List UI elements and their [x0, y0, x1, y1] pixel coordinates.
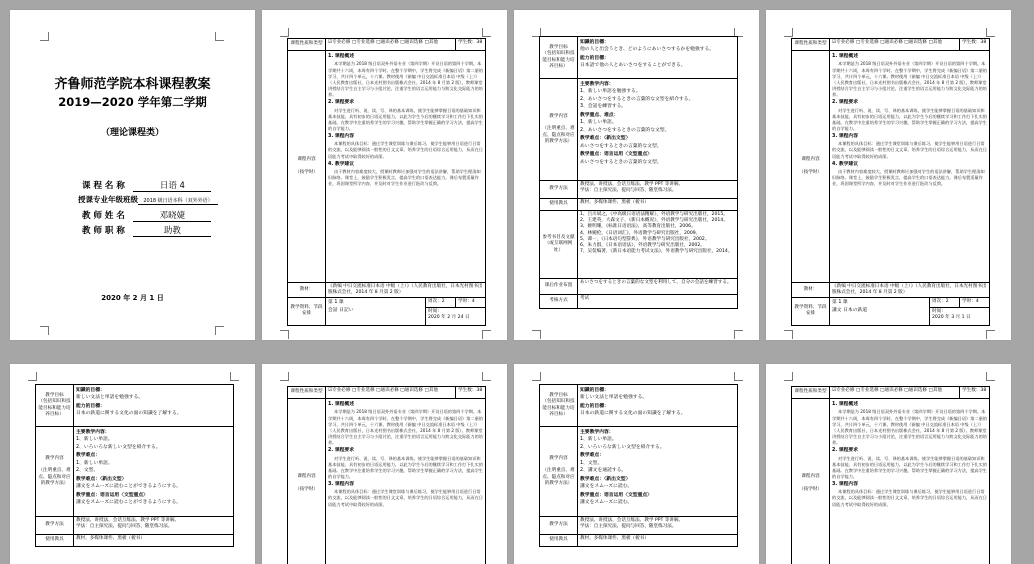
week-cell: 周次：2 [930, 298, 960, 307]
content-page-2 [766, 10, 1011, 340]
method-text: 由于教材内容难度较大，授课时教师应加强对学生的语法讲解，帮助学生理清知识脉络。课堂上，鼓励学生积极发言，提高学生的口语表达能力。课后布置适量作业，巩固课堂所学内容，并及时对学生作业进行批改与反馈。 [328, 169, 483, 187]
goal-cell: 知識的目標： 新しい文法と単語を勉強する。 能力的目標： 日本の鉄道に関する文化の面の知識を了解する。 [578, 385, 738, 427]
content-page-1 [262, 10, 507, 340]
method-cell: 教授法、讲授法、会话互练法、教学 PPT 等讲解。 学法：自主探究法、提问与回答、随堂练习法。 [578, 181, 738, 199]
media-cell: 教材、多媒体课件、黑板（板书） [74, 535, 234, 547]
course-type-value: ☑专业必修 □专业选修 □通识必修 □通识选修 □其他 [830, 39, 960, 51]
course-type-value: ☑专业必修 □专业选修 □通识必修 □通识选修 □其他 [830, 387, 960, 399]
media-label: 使用教具 [36, 535, 74, 547]
task-text: 对学生进行听、说、读、写、译的基本训练，使学生能够掌握日语的基础知识和基本技能，具有初步的日语运用能力，以此为学生今后的继续学习和工作打下扎实的基础。在教学中注重培养学生的学习兴趣，帮助学生掌握正确的学习方法，提高学生的自学能力。 [328, 108, 483, 132]
student-count: 学生数：38 [456, 39, 486, 51]
lesson-cell-2: 第 1 课 講文 日本の鉄道 [830, 298, 930, 325]
lesson-page-1 [514, 10, 759, 340]
key-label: 教学内容 （注明重点、难点、隐点和对应的教学方法） [36, 427, 74, 517]
goal-label: 教学目标 （包括知识和技能目标和能力培养目标） [36, 385, 74, 427]
method-label: 教学方法 [540, 517, 578, 535]
lesson-table-3 [539, 384, 738, 547]
method-cell: 教授法、讲授法、会话互练法、教学 PPT 等讲解。 学法：自主探究法、提问与回答、随堂练习法。 [578, 517, 738, 535]
content-page-3 [262, 364, 507, 564]
content-label: 课程内容 （按学时） [288, 51, 326, 283]
course-type-label: 课程性质和类型 [792, 387, 830, 399]
goal-label: 教学目标 （包括知识和技能目标和能力培养目标） [540, 385, 578, 427]
plan-label: 教学资料、节段安排 [792, 298, 830, 325]
period-cell: 学时：4 [960, 298, 990, 307]
intro-text: 本学期是为 2018 级日语双外外语专业（第四学期）开设日语的第四个学期。本学期共十六周，本周有四个学时。在整个学期中，学生将完成《新编日语》第二册的学习，共计四个单元，十六课。教材使用《新编 中日交流标准日本语 中级（上）》（人民教育出版社，日本光村图书出版株式会社，2014 年 8 月第 2 版）。教师课堂讲授结合学生自主学习与小组讨论，注重学生的语言运用能力与跨文化交际能力的培养。 [328, 61, 483, 98]
cover-type: （理论课程类） [10, 125, 255, 138]
course-type-value: ☑专业必修 □专业选修 □通识必修 □通识选修 □其他 [326, 39, 456, 51]
cover-field-teacher: 教 师 姓 名 邓晓婕 [82, 209, 211, 222]
reflection-label: 考核方式 [540, 295, 578, 309]
time-cell: 时间： 2020 年 3 月 1 日 [930, 307, 990, 325]
content-label: 课程内容 （按学时） [792, 51, 830, 283]
cover-title: 齐鲁师范学院本科课程教案 [10, 73, 255, 92]
content-body: 1. 课程概述 本学期是为 2018 级日语双外外语专业（第四学期）开设日语的第四个学期。本学期共十六周，本周有四个学时。在整个学期中，学生将完成《新编日语》第二册的学习，共计四个单元，十六课。教材使用《新编 中日交流标准日本语 中级（上）》（人民教育出版社，日本光村图书出版株式会社，2014 年 8 月第 2 版）。教师课堂讲授结合学生自主学习与小组讨论，注重学生的语言运用能力与跨文化交际能力的培养。 2. 课程要求 对学生进行听、说、读、写、译的基本训练，使学生能够掌握日语的基础知识和基本技能，具有初步的日语运用能力，以此为学生今后的继续学习和工作打下扎实的基础。在教学中注重培养学生的学习兴趣，帮助学生掌握正确的学习方法，提高学生的自学能力。 3. 课程内容 本课程的具体目标：通过学生课堂训练与课后练习，使学生能够用日语进行日常的交流，以及能够阅读一般性的日文文章，培养学生的日语综合运用能力，从而在日语能力考试中取得较好的成绩。 [326, 399, 486, 564]
content-table-3 [287, 386, 486, 564]
lesson-page-2 [10, 364, 255, 564]
plan-label: 教学资料、节段安排 [288, 298, 326, 325]
period-cell: 学时：4 [456, 298, 486, 307]
content-body [326, 51, 486, 283]
task-heading: 2. 课程要求 [328, 100, 483, 106]
content-table-2 [791, 38, 990, 326]
student-count: 学生数：38 [960, 387, 990, 399]
lesson-cell-1: 第 1 课 会話 日記い [326, 298, 426, 325]
key-cell: 主要教学内容： 1、新しい単語。 2、いろいろな新しい文型を紹介する。 教学难点： 1、新しい単語。 2、文型。 教学难点：〈新出文型〉 講文をスムーズに読むことができるようにする。 教学重点：语言运用〈文型重点〉 講文をスムーズに読むことができるようにする。 [74, 427, 234, 517]
main-text: 本课程的具体目标：通过学生课堂训练与课后练习，使学生能够用日语进行日常的交流，以及能够阅读一般性的日文文章，培养学生的日语综合运用能力，从而在日语能力考试中取得较好的成绩。 [328, 141, 483, 159]
cover-date: 2020 年 2 月 1 日 [10, 293, 255, 303]
textbook-value: 《新编 中日交流标准日本语 中级（上）》（人民教育出版社，日本光村图书出版株式会社，2014 年 8 月第 2 版） [830, 283, 990, 298]
method-label: 教学方法 [540, 181, 578, 199]
media-label: 使用教具 [540, 535, 578, 547]
media-label: 使用教具 [540, 199, 578, 211]
content-label: 课程内容 （按学时） [792, 399, 830, 564]
goal-cell: 知識的目標： 他の人と出会うとき、どのようにあいさつするかを勉強する。 能力的目標： 日本語で他の人とあいさつをすることができる。 [578, 37, 738, 79]
content-label: 课程内容 （按学时） [288, 399, 326, 564]
media-cell: 教材、多媒体课件、黑板（板书） [578, 199, 738, 211]
lesson-table-1 [539, 36, 738, 309]
cover-term: 2019—2020 学年第二学期 [10, 94, 255, 110]
textbook-label: 教材： [792, 283, 830, 298]
content-table-1 [287, 38, 486, 326]
goal-cell: 知識的目標： 新しい文法と単語を勉強する。 能力的目標： 日本の鉄道に関する文化の面の知識を了解する。 [74, 385, 234, 427]
key-label: 教学内容 （注明重点、难点、隐点和对应的教学方法） [540, 79, 578, 181]
course-type-label: 课程性质和类型 [288, 39, 326, 51]
student-count: 学生数：38 [456, 387, 486, 399]
method-cell: 教授法、讲授法、会话互练法、教学 PPT 等讲解。 学法：自主探究法、提问与回答、随堂练习法。 [74, 517, 234, 535]
course-type-label: 课程性质和类型 [288, 387, 326, 399]
student-count: 学生数：38 [960, 39, 990, 51]
time-cell: 时间： 2020 年 2 月 24 日 [426, 307, 486, 325]
textbook-value: 《新编 中日交流标准日本语 中级（上）》（人民教育出版社，日本光村图书出版株式会社，2014 年 8 月第 2 版） [326, 283, 486, 298]
goal-label: 教学目标 （包括知识和技能目标和能力培养目标） [540, 37, 578, 79]
cover-field-class: 授课专业年级班级 2018 级日语本科（双外外语） [78, 194, 218, 205]
homework-label: 课后作业布置 [540, 279, 578, 295]
ref-cell: 1、吕川斌之，《中高级日语语法精解》，外语教学与研究出版社，2015。 2、王建英，大森文子，《新日本概况》，外语教学与研究出版社，2014。 3、姬明珊，《标准日语语法》，高等教育出版社，2006。 4、林婉伦，《日语词汇》，外语教学与研究出版社，2009。 5、谭一，《日本语句型辞典》，外语教学与研究出版社，2002。 6、朱力群，《日本语语法》，外语教学与研究出版社，2002。 7、吴侃编著，《新日本语能力考试文法》，外语教学与研究出版社，2014。 [578, 211, 738, 279]
main-heading: 3. 课程内容 [328, 134, 483, 140]
cover-page [10, 10, 255, 340]
method-heading: 4. 教学建议 [328, 162, 483, 168]
media-cell: 教材、多媒体课件、黑板（板书） [578, 535, 738, 547]
course-type-label: 课程性质和类型 [792, 39, 830, 51]
textbook-label: 教材： [288, 283, 326, 298]
key-cell: 主要教学内容： 1、新しい単語を勉強する。 2、あいさつをするときの言葉的な文型を紹介する。 3、会話を練習する。 教学重点、难点： 1、新しい単語。 2、あいさつをするときの言葉的な文型。 教学难点：〈新出文型〉 あいさつをするときの言葉的な文型。 教学重点：语言运用〈文型重点〉 あいさつをするときの言葉的な文型。 [578, 79, 738, 181]
intro-heading: 1. 课程概述 [328, 54, 483, 60]
content-page-4 [766, 364, 1011, 564]
course-type-value: ☑专业必修 □专业选修 □通识必修 □通识选修 □其他 [326, 387, 456, 399]
homework-cell: あいさつをするときの言葉的な文型を利用して、自分の会話を練習する。 [578, 279, 738, 295]
key-cell: 主要教学内容： 1、新しい単語。 2、いろいろな新しい文型を紹介する。 教学难点： 1、文型。 2、講文を通読する。 教学难点：〈新出文型〉 講文をスムーズに読む。 教学重点：语言运用〈文型重点〉 講文をスムーズに読む。 [578, 427, 738, 517]
cover-field-course: 课 程 名 称 日语 4 [82, 179, 211, 192]
cover-field-title: 教 师 职 称 助教 [82, 224, 211, 237]
content-body: 1. 课程概述 本学期是为 2018 级日语双外外语专业（第四学期）开设日语的第四个学期。本学期共十六周，本周有四个学时。在整个学期中，学生将完成《新编日语》第二册的学习，共计四个单元，十六课。教材使用《新编 中日交流标准日本语 中级（上）》（人民教育出版社，日本光村图书出版株式会社，2014 年 8 月第 2 版）。教师课堂讲授结合学生自主学习与小组讨论，注重学生的语言运用能力与跨文化交际能力的培养。 2. 课程要求 对学生进行听、说、读、写、译的基本训练，使学生能够掌握日语的基础知识和基本技能，具有初步的日语运用能力，以此为学生今后的继续学习和工作打下扎实的基础。在教学中注重培养学生的学习兴趣，帮助学生掌握正确的学习方法，提高学生的自学能力。 3. 课程内容 本课程的具体目标：通过学生课堂训练与课后练习，使学生能够用日语进行日常的交流，以及能够阅读一般性的日文文章，培养学生的日语综合运用能力，从而在日语能力考试中取得较好的成绩。 [830, 399, 990, 564]
key-label: 教学内容 （注明重点、难点、隐点和对应的教学方法） [540, 427, 578, 517]
method-label: 教学方法 [36, 517, 74, 535]
ref-label: 参考书目及文献（或互联网网址） [540, 211, 578, 279]
week-cell: 周次：2 [426, 298, 456, 307]
reflection-cell: 考试 [578, 295, 738, 309]
content-body: 1. 课程概述 本学期是为 2018 级日语双外外语专业（第四学期）开设日语的第四个学期。本学期共十六周，本周有四个学时。在整个学期中，学生将完成《新编日语》第二册的学习，共计四个单元，十六课。教材使用《新编 中日交流标准日本语 中级（上）》（人民教育出版社，日本光村图书出版株式会社，2014 年 8 月第 2 版）。教师课堂讲授结合学生自主学习与小组讨论，注重学生的语言运用能力与跨文化交际能力的培养。 2. 课程要求 对学生进行听、说、读、写、译的基本训练，使学生能够掌握日语的基础知识和基本技能，具有初步的日语运用能力，以此为学生今后的继续学习和工作打下扎实的基础。在教学中注重培养学生的学习兴趣，帮助学生掌握正确的学习方法，提高学生的自学能力。 3. 课程内容 本课程的具体目标：通过学生课堂训练与课后练习，使学生能够用日语进行日常的交流，以及能够阅读一般性的日文文章，培养学生的日语综合运用能力，从而在日语能力考试中取得较好的成绩。 4. 教学建议 由于教材内容难度较大，授课时教师应加强对学生的语法讲解，帮助学生理清知识脉络。课堂上，鼓励学生积极发言，提高学生的口语表达能力。课后布置适量作业，巩固课堂所学内容，并及时对学生作业进行批改与反馈。 [830, 51, 990, 283]
lesson-page-3 [514, 364, 759, 564]
content-table-4 [791, 386, 990, 564]
lesson-table-2 [35, 384, 234, 547]
